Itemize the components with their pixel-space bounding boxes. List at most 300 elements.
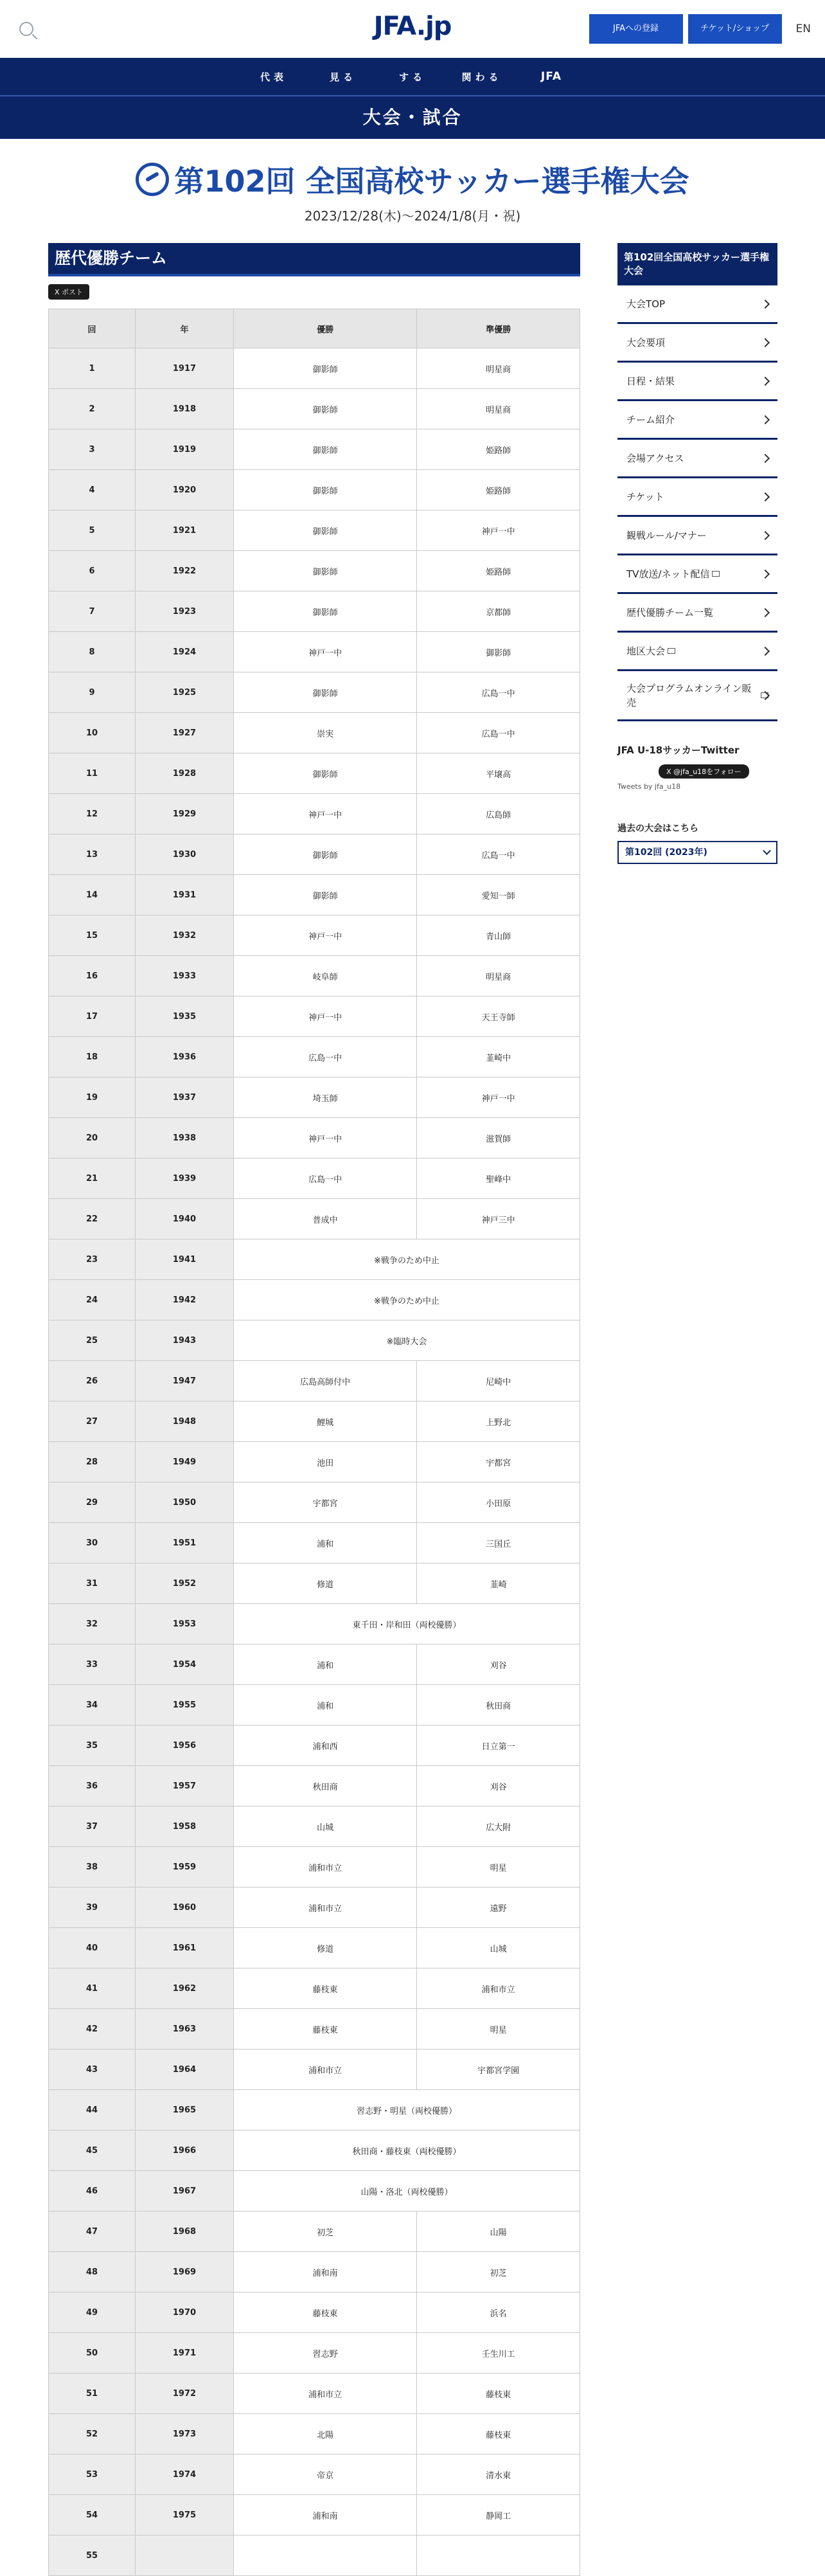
year-cell: 1975 xyxy=(135,2495,233,2535)
sidebar-item-label: 日程・結果 xyxy=(626,375,675,387)
twitter-label: JFA U-18サッカーTwitter xyxy=(617,744,740,756)
table-row xyxy=(49,1442,580,1482)
table-row xyxy=(49,1482,580,1523)
table-row xyxy=(49,1280,580,1320)
year-cell: 1949 xyxy=(135,1442,233,1482)
year-cell: 1971 xyxy=(135,2333,233,2373)
table-row xyxy=(49,1766,580,1806)
round-cell: 35 xyxy=(49,1725,136,1766)
round-cell: 28 xyxy=(49,1442,136,1482)
sidebar-item-8[interactable] xyxy=(617,594,777,633)
chevron-right-icon xyxy=(761,338,770,347)
nav-item-jfa[interactable]: JFA xyxy=(540,70,562,83)
year-cell: 1954 xyxy=(135,1644,233,1685)
past-tournament-select[interactable] xyxy=(617,841,777,864)
round-cell: 49 xyxy=(49,2292,136,2333)
table-row xyxy=(49,1968,580,2009)
year-cell: 1963 xyxy=(135,2009,233,2049)
winner-cell: 御影師 xyxy=(233,470,416,510)
winner-cell: 宇都宮 xyxy=(233,1482,416,1523)
table-row xyxy=(49,2130,580,2171)
year-cell: 1969 xyxy=(135,2252,233,2292)
year-cell xyxy=(135,2535,233,2576)
winner-cell: 池田 xyxy=(233,1442,416,1482)
year-cell: 1953 xyxy=(135,1604,233,1644)
round-cell: 17 xyxy=(49,996,136,1037)
round-cell: 15 xyxy=(49,915,136,956)
winner-cell: 広島一中 xyxy=(233,1037,416,1077)
runner-up-cell: 藤枝東 xyxy=(417,2414,580,2454)
winner-cell: 帝京 xyxy=(233,2454,416,2495)
table-row xyxy=(49,672,580,713)
sidebar-item-label: 会場アクセス xyxy=(626,453,684,464)
header-year: 年 xyxy=(135,309,233,348)
table-row xyxy=(49,1685,580,1725)
round-cell: 30 xyxy=(49,1523,136,1563)
table-row xyxy=(49,551,580,591)
round-cell: 24 xyxy=(49,1280,136,1320)
table-row xyxy=(49,1806,580,1847)
year-cell: 1920 xyxy=(135,470,233,510)
table-row xyxy=(49,996,580,1037)
winner-cell: 御影師 xyxy=(233,672,416,713)
runner-up-cell: 上野北 xyxy=(417,1401,580,1442)
chevron-right-icon xyxy=(761,453,770,462)
winner-cell: 神戸一中 xyxy=(233,996,416,1037)
year-cell: 1973 xyxy=(135,2414,233,2454)
winner-cell: 御影師 xyxy=(233,429,416,470)
winner-cell: 修道 xyxy=(233,1928,416,1968)
round-cell: 4 xyxy=(49,470,136,510)
year-cell: 1960 xyxy=(135,1887,233,1928)
year-cell: 1957 xyxy=(135,1766,233,1806)
table-row xyxy=(49,2049,580,2090)
round-cell: 7 xyxy=(49,591,136,632)
table-row xyxy=(49,2333,580,2373)
year-cell: 1927 xyxy=(135,713,233,753)
note-cell: ※戦争のため中止 xyxy=(233,1280,580,1320)
round-cell: 2 xyxy=(49,389,136,429)
section-header: 大会・試合 xyxy=(0,95,825,139)
note-cell: ※臨時大会 xyxy=(233,1320,580,1361)
nav-item-suru[interactable]: する xyxy=(398,71,426,83)
runner-up-cell: 宇都宮学園 xyxy=(417,2049,580,2090)
table-row xyxy=(49,1239,580,1280)
past-tournaments-label: 過去の大会はこちら xyxy=(617,824,698,834)
sidebar-item-label: 歴代優勝チーム一覧 xyxy=(626,607,714,618)
table-row xyxy=(49,1887,580,1928)
runner-up-cell: 山城 xyxy=(417,1928,580,1968)
table-row xyxy=(49,1158,580,1199)
tournament-dates: 2023/12/28(木)〜2024/1/8(月・祝) xyxy=(304,208,521,224)
year-cell: 1923 xyxy=(135,591,233,632)
winner-cell: 御影師 xyxy=(233,834,416,875)
sidebar-item-label: 大会TOP xyxy=(626,298,666,310)
winners-table-body xyxy=(49,348,580,2576)
winner-cell: 浦和市立 xyxy=(233,2373,416,2414)
year-cell: 1921 xyxy=(135,510,233,551)
ticket-shop-button[interactable]: チケット/ショップ xyxy=(688,14,782,44)
runner-up-cell: 尼崎中 xyxy=(417,1361,580,1401)
runner-up-cell: 広島一中 xyxy=(417,834,580,875)
round-cell: 25 xyxy=(49,1320,136,1361)
runner-up-cell: 浜名 xyxy=(417,2292,580,2333)
runner-up-cell: 明星商 xyxy=(417,389,580,429)
runner-up-cell: 清水東 xyxy=(417,2454,580,2495)
sidebar-item-2[interactable] xyxy=(617,363,777,401)
table-row xyxy=(49,1077,580,1118)
year-cell: 1967 xyxy=(135,2171,233,2211)
year-cell: 1955 xyxy=(135,1685,233,1725)
round-cell: 8 xyxy=(49,632,136,672)
header-actions xyxy=(589,14,811,44)
year-cell: 1935 xyxy=(135,996,233,1037)
winner-cell: 広島一中 xyxy=(233,1158,416,1199)
year-cell: 1931 xyxy=(135,875,233,915)
winner-cell: 浦和市立 xyxy=(233,1847,416,1887)
winner-cell: 御影師 xyxy=(233,389,416,429)
runner-up-cell: 神戸一中 xyxy=(417,510,580,551)
winner-cell: 御影師 xyxy=(233,551,416,591)
table-row xyxy=(49,2090,580,2130)
twitter-timeline-link[interactable]: Tweets by jfa_u18 xyxy=(617,782,681,791)
table-row xyxy=(49,1847,580,1887)
year-cell: 1943 xyxy=(135,1320,233,1361)
year-cell: 1947 xyxy=(135,1361,233,1401)
round-cell: 33 xyxy=(49,1644,136,1685)
nav-item-daihyo[interactable]: 代表 xyxy=(260,71,287,83)
year-cell: 1961 xyxy=(135,1928,233,1968)
sidebar-menu xyxy=(617,285,777,721)
sidebar-item-10[interactable] xyxy=(617,671,777,721)
round-cell: 23 xyxy=(49,1239,136,1280)
runner-up-cell: 山陽 xyxy=(417,2211,580,2252)
round-cell: 21 xyxy=(49,1158,136,1199)
table-row xyxy=(49,713,580,753)
x-post-button[interactable]: X ポスト xyxy=(48,284,89,300)
table-row xyxy=(49,2252,580,2292)
winner-cell: 神戸一中 xyxy=(233,1118,416,1158)
round-cell: 48 xyxy=(49,2252,136,2292)
table-row xyxy=(49,1361,580,1401)
table-row xyxy=(49,2211,580,2252)
note-cell: 秋田商・藤枝東（両校優勝） xyxy=(233,2130,580,2171)
runner-up-cell: 愛知一師 xyxy=(417,875,580,915)
sidebar-item-label: 地区大会 xyxy=(626,645,666,657)
runner-up-cell: 広島師 xyxy=(417,794,580,834)
winner-cell: 神戸一中 xyxy=(233,632,416,672)
runner-up-cell: 姫路師 xyxy=(417,429,580,470)
table-row xyxy=(49,1037,580,1077)
table-row xyxy=(49,2535,580,2576)
runner-up-cell: 初芝 xyxy=(417,2252,580,2292)
sidebar-item-5[interactable] xyxy=(617,478,777,517)
year-cell: 1922 xyxy=(135,551,233,591)
sidebar-title: 第102回全国高校サッカー選手権大会 xyxy=(617,243,777,285)
sidebar-item-label: 観戦ルール/マナー xyxy=(626,530,707,541)
round-cell: 47 xyxy=(49,2211,136,2252)
sidebar-item-7[interactable] xyxy=(617,555,777,594)
header-runner-up: 準優勝 xyxy=(417,309,580,348)
runner-up-cell: 姫路師 xyxy=(417,470,580,510)
winner-cell: 浦和市立 xyxy=(233,1887,416,1928)
year-cell: 1928 xyxy=(135,753,233,794)
round-cell: 51 xyxy=(49,2373,136,2414)
chevron-right-icon xyxy=(761,569,770,578)
table-row xyxy=(49,915,580,956)
runner-up-cell: 明星商 xyxy=(417,956,580,996)
winner-cell: 浦和市立 xyxy=(233,2049,416,2090)
round-cell: 39 xyxy=(49,1887,136,1928)
winner-cell: 広島高師付中 xyxy=(233,1361,416,1401)
table-row xyxy=(49,1563,580,1604)
sidebar-item-label: 大会要項 xyxy=(626,337,666,348)
runner-up-cell: 日立第一 xyxy=(417,1725,580,1766)
round-cell: 5 xyxy=(49,510,136,551)
year-cell: 1939 xyxy=(135,1158,233,1199)
sidebar-item-4[interactable] xyxy=(617,440,777,478)
year-cell: 1958 xyxy=(135,1806,233,1847)
year-cell: 1937 xyxy=(135,1077,233,1118)
note-cell: 習志野・明星（両校優勝） xyxy=(233,2090,580,2130)
runner-up-cell: 広大附 xyxy=(417,1806,580,1847)
winner-cell: 鯉城 xyxy=(233,1401,416,1442)
main-content xyxy=(48,243,580,2576)
table-row xyxy=(49,1644,580,1685)
runner-up-cell: 浦和市立 xyxy=(417,1968,580,2009)
sidebar-item-9[interactable] xyxy=(617,633,777,671)
round-cell: 44 xyxy=(49,2090,136,2130)
year-cell: 1942 xyxy=(135,1280,233,1320)
round-cell: 32 xyxy=(49,1604,136,1644)
year-cell: 1929 xyxy=(135,794,233,834)
runner-up-cell: 明星 xyxy=(417,1847,580,1887)
table-row xyxy=(49,2171,580,2211)
year-cell: 1925 xyxy=(135,672,233,713)
tournament-title-text: 第102回 全国高校サッカー選手権大会 xyxy=(174,164,689,199)
winner-cell: 藤枝東 xyxy=(233,2009,416,2049)
table-row xyxy=(49,2009,580,2049)
round-cell: 42 xyxy=(49,2009,136,2049)
chevron-right-icon xyxy=(761,299,770,308)
sidebar-item-label: チケット xyxy=(626,491,664,503)
winner-cell: 岐阜師 xyxy=(233,956,416,996)
runner-up-cell: 静岡工 xyxy=(417,2495,580,2535)
year-cell: 1965 xyxy=(135,2090,233,2130)
round-cell: 14 xyxy=(49,875,136,915)
round-cell: 12 xyxy=(49,794,136,834)
runner-up-cell: 遠野 xyxy=(417,1887,580,1928)
round-cell: 3 xyxy=(49,429,136,470)
chevron-down-icon xyxy=(763,847,771,855)
round-cell: 52 xyxy=(49,2414,136,2454)
year-cell: 1918 xyxy=(135,389,233,429)
year-cell: 1932 xyxy=(135,915,233,956)
runner-up-cell: 広島一中 xyxy=(417,672,580,713)
chevron-right-icon xyxy=(761,646,770,655)
table-row xyxy=(49,1401,580,1442)
table-row xyxy=(49,389,580,429)
round-cell: 40 xyxy=(49,1928,136,1968)
round-cell: 13 xyxy=(49,834,136,875)
round-cell: 29 xyxy=(49,1482,136,1523)
round-cell: 26 xyxy=(49,1361,136,1401)
tournament-hero xyxy=(0,139,825,224)
runner-up-cell: 壬生川工 xyxy=(417,2333,580,2373)
chevron-right-icon xyxy=(761,492,770,501)
table-row xyxy=(49,348,580,389)
winner-cell: 浦和 xyxy=(233,1523,416,1563)
table-row xyxy=(49,470,580,510)
round-cell: 38 xyxy=(49,1847,136,1887)
round-cell: 41 xyxy=(49,1968,136,2009)
runner-up-cell: 明星商 xyxy=(417,348,580,389)
sidebar-item-1[interactable] xyxy=(617,324,777,363)
round-cell: 16 xyxy=(49,956,136,996)
table-row xyxy=(49,1199,580,1239)
table-row xyxy=(49,1928,580,1968)
year-cell: 1959 xyxy=(135,1847,233,1887)
external-link-icon xyxy=(712,571,720,577)
winner-cell: 神戸一中 xyxy=(233,915,416,956)
header-winner: 優勝 xyxy=(233,309,416,348)
runner-up-cell: 藤枝東 xyxy=(417,2373,580,2414)
winner-cell: 浦和南 xyxy=(233,2252,416,2292)
year-cell: 1941 xyxy=(135,1239,233,1280)
year-cell: 1933 xyxy=(135,956,233,996)
runner-up-cell: 御影師 xyxy=(417,632,580,672)
year-cell: 1956 xyxy=(135,1725,233,1766)
year-cell: 1968 xyxy=(135,2211,233,2252)
round-cell: 37 xyxy=(49,1806,136,1847)
runner-up-cell: 京都師 xyxy=(417,591,580,632)
round-cell: 9 xyxy=(49,672,136,713)
table-row xyxy=(49,510,580,551)
winner-cell: 御影師 xyxy=(233,348,416,389)
year-cell: 1950 xyxy=(135,1482,233,1523)
round-cell: 31 xyxy=(49,1563,136,1604)
table-row xyxy=(49,956,580,996)
winner-cell: 崇実 xyxy=(233,713,416,753)
runner-up-cell: 秋田商 xyxy=(417,1685,580,1725)
sidebar xyxy=(617,243,777,864)
year-cell: 1966 xyxy=(135,2130,233,2171)
chevron-right-icon xyxy=(761,530,770,539)
note-cell: 山陽・洛北（両校優勝） xyxy=(233,2171,580,2211)
year-cell: 1936 xyxy=(135,1037,233,1077)
register-button[interactable]: JFAへの登録 xyxy=(589,14,683,44)
round-cell: 45 xyxy=(49,2130,136,2171)
year-cell: 1930 xyxy=(135,834,233,875)
table-row xyxy=(49,2414,580,2454)
language-switch[interactable]: EN xyxy=(795,23,811,35)
winner-cell: 浦和 xyxy=(233,1685,416,1725)
runner-up-cell: 姫路師 xyxy=(417,551,580,591)
round-cell: 50 xyxy=(49,2333,136,2373)
round-cell: 53 xyxy=(49,2454,136,2495)
sidebar-item-label: TV放送/ネット配信 xyxy=(626,568,710,580)
winner-cell: 秋田商 xyxy=(233,1766,416,1806)
winner-cell: 北陽 xyxy=(233,2414,416,2454)
round-cell: 27 xyxy=(49,1401,136,1442)
year-cell: 1938 xyxy=(135,1118,233,1158)
round-cell: 55 xyxy=(49,2535,136,2576)
winner-cell: 修道 xyxy=(233,1563,416,1604)
table-row xyxy=(49,2495,580,2535)
twitter-follow-button[interactable]: X @jfa_u18をフォロー xyxy=(659,764,749,779)
runner-up-cell: 聖峰中 xyxy=(417,1158,580,1199)
chevron-right-icon xyxy=(761,376,770,385)
winner-cell: 浦和南 xyxy=(233,2495,416,2535)
round-cell: 22 xyxy=(49,1199,136,1239)
past-tournament-select-value: 第102回 (2023年) xyxy=(625,847,707,858)
winner-cell: 御影師 xyxy=(233,591,416,632)
table-row xyxy=(49,2373,580,2414)
sidebar-item-3[interactable] xyxy=(617,401,777,440)
winner-cell: 藤枝東 xyxy=(233,1968,416,2009)
sidebar-item-0[interactable] xyxy=(617,285,777,324)
table-row xyxy=(49,875,580,915)
year-cell: 1948 xyxy=(135,1401,233,1442)
round-cell: 10 xyxy=(49,713,136,753)
table-row xyxy=(49,2292,580,2333)
runner-up-cell: 神戸一中 xyxy=(417,1077,580,1118)
year-cell: 1962 xyxy=(135,1968,233,2009)
year-cell: 1917 xyxy=(135,348,233,389)
year-cell: 1952 xyxy=(135,1563,233,1604)
table-header-row xyxy=(49,309,580,348)
runner-up-cell: 宇都宮 xyxy=(417,1442,580,1482)
table-row xyxy=(49,1118,580,1158)
table-row xyxy=(49,591,580,632)
table-row xyxy=(49,632,580,672)
winner-cell: 藤枝東 xyxy=(233,2292,416,2333)
chevron-right-icon xyxy=(761,608,770,617)
year-cell: 1919 xyxy=(135,429,233,470)
winner-cell: 神戸一中 xyxy=(233,794,416,834)
round-cell: 36 xyxy=(49,1766,136,1806)
runner-up-cell: 小田原 xyxy=(417,1482,580,1523)
year-cell: 1940 xyxy=(135,1199,233,1239)
note-cell: 東千田・岸和田（両校優勝） xyxy=(233,1604,580,1644)
runner-up-cell: 天王寺師 xyxy=(417,996,580,1037)
runner-up-cell: 韮崎中 xyxy=(417,1037,580,1077)
year-cell: 1972 xyxy=(135,2373,233,2414)
tournament-title xyxy=(136,158,689,201)
runner-up-cell: 青山師 xyxy=(417,915,580,956)
winners-table xyxy=(48,309,580,2576)
round-cell: 11 xyxy=(49,753,136,794)
table-row xyxy=(49,2454,580,2495)
round-cell: 20 xyxy=(49,1118,136,1158)
sidebar-item-label: チーム紹介 xyxy=(626,414,675,426)
round-cell: 43 xyxy=(49,2049,136,2090)
winner-cell: 習志野 xyxy=(233,2333,416,2373)
site-logo[interactable]: JFA.jp xyxy=(373,12,452,41)
nav-item-kakawaru[interactable]: 関わる xyxy=(461,71,502,83)
year-cell: 1974 xyxy=(135,2454,233,2495)
winner-cell: 御影師 xyxy=(233,753,416,794)
year-cell: 1924 xyxy=(135,632,233,672)
year-cell: 1964 xyxy=(135,2049,233,2090)
nav-item-miru[interactable]: 見る xyxy=(329,71,357,83)
round-cell: 18 xyxy=(49,1037,136,1077)
winner-cell xyxy=(233,2535,416,2576)
round-cell: 1 xyxy=(49,348,136,389)
round-cell: 34 xyxy=(49,1685,136,1725)
sidebar-item-6[interactable] xyxy=(617,517,777,555)
winner-cell: 御影師 xyxy=(233,510,416,551)
